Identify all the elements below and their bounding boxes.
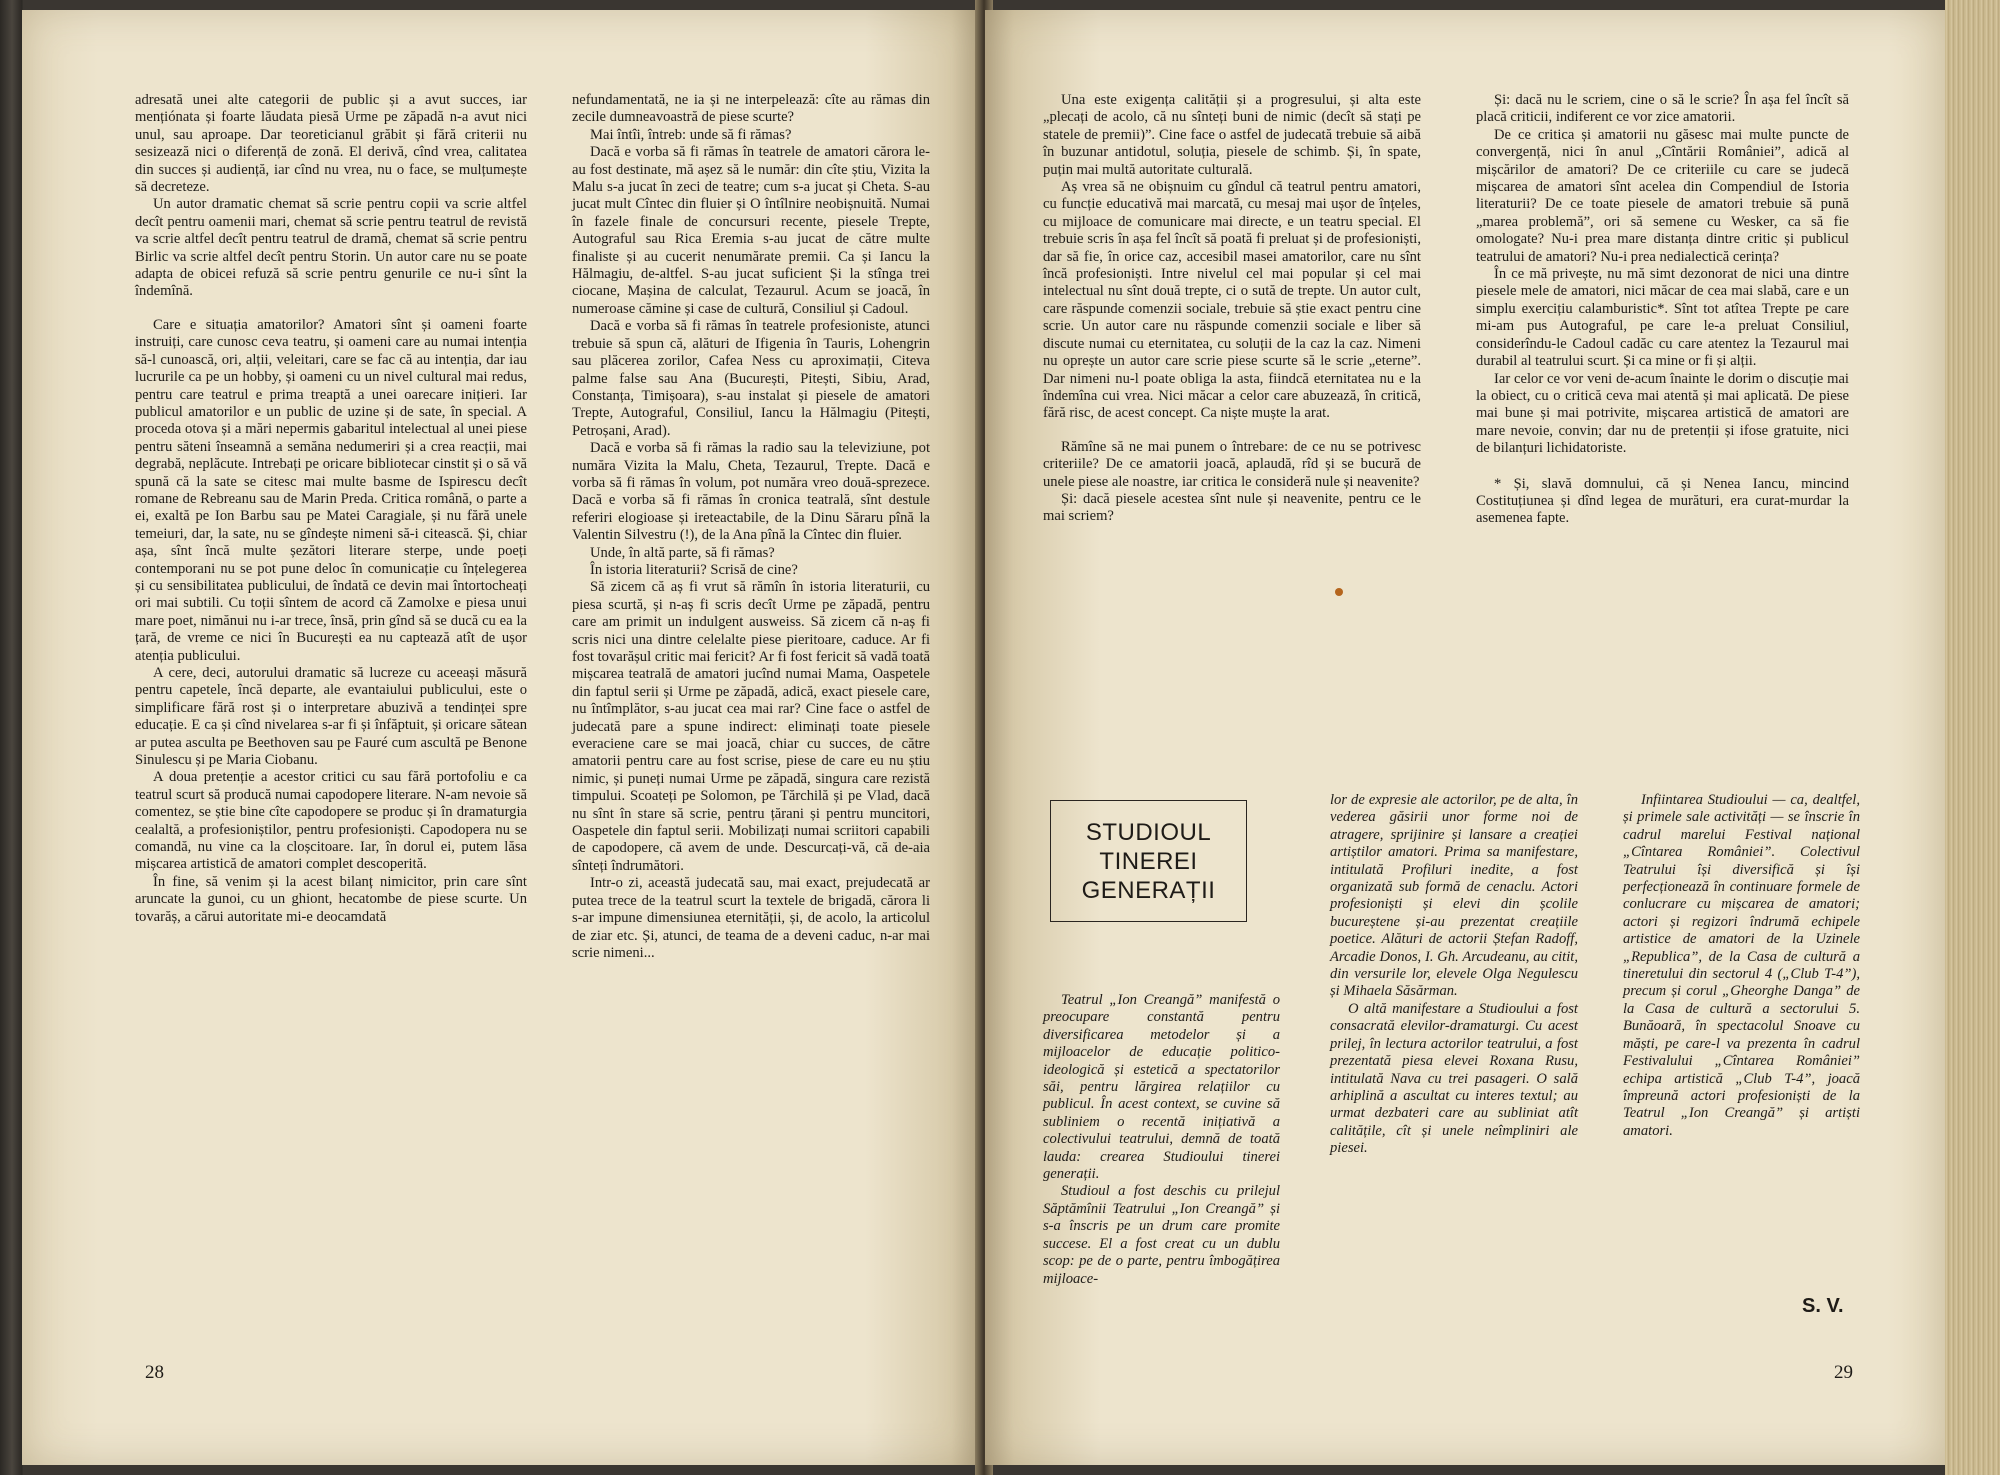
paragraph: Infiintarea Studioului — ca, dealtfel, și primele sale activități — se înscrie în cadrul marelui Festival național „Cîntarea României”. Colectivul Teatrului își diversifică și își perfecționează în continuare formele de conlucrare cu mișcarea de amatori; actori și regizori îndrumă echipele artistice de amatori de la Uzinele „Republica”, de la Casa de cultură a tineretului din sectorul 4 („Club T-4”), precum și corul „Gheorghe Danga” de la Casa de cultură a sectorului 5. Bunăoară, în spectacolul Snoave cu măști, pe care-l va prezenta în cadrul Festivalului „Cîntarea României” echipa artistică „Club T-4”, joacă împreună actori profesioniști de la Teatrul „Ion Creangă” și artiști amatori.	[1623, 792, 1860, 1139]
paragraph: Și: dacă nu le scriem, cine o să le scrie? În așa fel încît să placă criticii, indiferent ce vor zice amatorii.	[1476, 92, 1849, 126]
paragraph: Și: dacă piesele acestea sînt nule și neavenite, pentru ce le mai scriem?	[1043, 490, 1421, 525]
paragraph: Dacă e vorba să fi rămas în teatrele de amatori cărora le-au fost destinate, mă așez să le număr: din cîte știu, Vizita la Malu s-a jucat în zeci de teatre; cum s-a jucat și Cheta. S-au jucat mult Cîntec din fluier și O întîlnire neobișnuită. Numai în fazele finale de concursuri recente, piesele Trepte, Autograful sau Rica Eremia s-au jucat de către multe finaliste și au cucerit nenumărate premii. Ca și Iancu la Hălmagiu, de-altfel. S-au jucat suficient Și la stînga trei ciocane, Mașina de calculat, Tezaurul. Acum se joacă, în numeroase cămine și case de cultură, Consiliul și Cadoul.	[572, 144, 930, 317]
paragraph: adresată unei alte categorii de public și a avut succes, iar mențiónata și foarte lăudata piesă Urme pe zăpadă n-a avut nici unul, sau aproape. Dar teoreticianul grăbit și fără criterii nu sesizează nici o diferență de zonă. El derivă, cînd vrea, calitatea din succes și audiență, iar cînd nu vrea, nu o face, se mulțumește să decreteze.	[135, 92, 527, 196]
article-column-3	[1623, 792, 1860, 1140]
article-title-box	[1050, 800, 1247, 922]
paragraph: Rămîne să ne mai punem o întrebare: de ce nu se potrivesc criteriile? De ce amatorii joacă, aplaudă, rîd și se bucură de unele piese ale noastre, iar critica le consideră nule și neavenite?	[1043, 438, 1421, 490]
footnote: * Și, slavă domnului, că și Nenea Iancu, mincind Costituțiunea și dînd legea de murături, era curat-murdar la asemenea fapte.	[1476, 475, 1849, 527]
title-line: STUDIOUL	[1085, 818, 1212, 846]
paragraph: În istoria literaturii? Scrisă de cine?	[590, 561, 798, 578]
page-number-left: 28	[145, 1362, 164, 1383]
title-line: GENERAȚII	[1081, 876, 1216, 904]
paragraph: În fine, să venim și la acest bilanț nimicitor, prin care sînt aruncate la gunoi, cu un ghiont, hecatombe de piese scurte. Un tovarăș, a cărui autoritate mi-e deocamdată	[135, 873, 527, 925]
page-edges	[1945, 0, 2000, 1475]
paragraph: Mai întîi, întreb: unde să fi rămas?	[590, 126, 792, 143]
paragraph: lor de expresie ale actorilor, pe de alta, în vederea găsirii unor forme noi de atragere, sprijinire și lansare a creației artiștilor amatori. Prima sa manifestare, intitulată Profiluri inedite, a fost organizată sub formă de cenaclu. Actori profesioniști și elevi din școlile bucureștene și-au prezentat creațiile poetice. Alături de actorii Ștefan Radoff, Arcadie Donos, I. Gh. Arcudeanu, au citit, din versurile lor, elevele Olga Negulescu și Mihaela Săsărman.	[1330, 792, 1578, 1000]
paragraph: A cere, deci, autorului dramatic să lucreze cu aceeași măsură pentru capetele, încă departe, ale evantaiului publicului, este o simplificare fără rost și o interpretare abuzivă a tendinței spre educație. E ca și cînd nivelarea s-ar fi și înfăptuit, și oricare sătean ar putea asculta pe Beethoven sau pe Fauré cum ascultă pe Benone Sinulescu și pe Maria Ciobanu.	[135, 665, 527, 769]
paragraph: nefundamentată, ne ia și ne interpelează: cîte au rămas din zecile dumneavoastră de piese scurte?	[572, 92, 930, 126]
paragraph: Unde, în altă parte, să fi rămas?	[590, 544, 775, 561]
paragraph: Intr-o zi, această judecată sau, mai exact, prejudecată ar putea trece de la teatrul scurt la textele de brigadă, cărora li s-ar impune dimensiunea eternității, și, de acolo, la articolul de ziar etc. Și, atunci, de teama de a deveni caduc, n-ar mai scrie nimeni...	[572, 875, 930, 961]
title-line: TINEREI	[1099, 847, 1198, 875]
paragraph: Dacă e vorba să fi rămas la radio sau la televiziune, pot număra Vizita la Malu, Cheta, Tezaurul, Trepte. Dacă e vorba să fi rămas în volum, pot număra vreo două-sprezece. Dacă e vorba să fi rămas în cronica teatrală, sînt destule referiri elogioase și ireteactabile, de la Dinu Săraru pînă la Valentin Silvestru (!), de la Ana pînă la Cîntec din fluier.	[572, 440, 930, 544]
paragraph: Dacă e vorba să fi rămas în teatrele profesioniste, atunci trebuie să spun că, alături de Ifigenia în Tauris, Lohengrin sau plăcerea zorilor, Cafea Ness cu aproximații, Citeva palme false sau Ana (București, Pitești, Sibiu, Arad, Constanța, Timișoara), s-au instalat și piesele de amatori Trepte, Autograful, Consiliul, Iancu la Hălmagiu (Pitești, Petroșani, Arad).	[572, 318, 930, 439]
right-column-1	[1043, 92, 1421, 526]
paragraph: Care e situația amatorilor? Amatori sînt și oameni foarte instruiți, care cunosc ceva teatru, și oameni care au numai intenția să-l cunoască, ori, alții, veleitari, care se fac că au intenția, dar iau lucrurile ca pe un hobby, și oameni cu un nivel cultural mai redus, pentru care teatrul e prima treaptă a unei oarecare inițieri. Iar publicul amatorilor e un public de uzine și de sate, în special. A proceda otova și a mări nepermis gabaritul intelectual al unei piese pentru săteni înseamnă a semăna nedumeriri și a crea reacții, mai degrabă, neplăcute. Intrebați pe oricare bibliotecar cinstit și o să vă spună că la sate se citesc mai multe basme de Ispirescu decît romane de Rebreanu sau de Marin Preda. Critica română, o parte a ei, exaltă pe Ion Barbu sau pe Matei Caragiale, și nu fără unele temeiuri, dar, la sate, nu se gîndește nimeni să-i citească. Și, chiar așa, sînt încă multe șezători literare sterpe, unde poeți contemporani nu se pot pune deloc în comunicație cu înțelegerea și cu sensibilitatea publicului, de îndată ce devin mai întortocheați ori mai subtili. Cu toții sîntem de acord că Zamolxe e piesa unui mare poet, nimănui nu i-ar trece, însă, prin gînd să se ducă cu ea la țară, de vreme ce nici în București ea nu captează atît de ușor atenția publicului.	[135, 316, 527, 664]
paragraph: Iar celor ce vor veni de-acum înainte le dorim o discuție mai la obiect, cu o critică ceva mai atentă și mai aplicată. De piese mai bune și mai potrivite, mișcarea artistică de amatori are mare nevoie, convin; dar nu de pretenții și ifose gratuite, nici de bilanțuri lichidatoriste.	[1476, 370, 1849, 457]
paragraph: În ce mă privește, nu mă simt dezonorat de nici una dintre piesele mele de amatori, nici măcar de cea mai slabă, care e un simplu exercițiu calamburistic*. Sînt tot atîtea Trepte pe care mi-am pus Autograful, pe care le-a preluat Consiliul, considerîndu-le Cadoul cadăc cu care atentez la Tezaurul mai durabil al teatrului scurt. Și ca mine or fi și alții.	[1476, 266, 1849, 370]
paragraph: O altă manifestare a Studioului a fost consacrată elevilor-dramaturgi. Cu acest prilej, în lectura actorilor teatrului, a fost prezentată piesa elevei Roxana Rusu, intitulată Nava cu trei pasageri. O sală arhiplină a ascultat cu interes textul; au urmat dezbateri care au subliniat atît calitățile, cît și unele neîmpliniri ale piesei.	[1330, 1000, 1578, 1157]
paragraph: Una este exigența calității și a progresului, și alta este „plecați de acolo, că nu sînteți buni de nimic (decît să stați pe statele de premii)”. Cine face o astfel de judecată trebuie să aibă în buzunar antidotul, soluția, piesele de schimb. Și, în spate, puțin mai multă autoritate culturală.	[1043, 92, 1421, 178]
paragraph: Să zicem că aș fi vrut să rămîn în istoria literaturii, cu piesa scurtă, și n-aș fi scris decît Urme pe zăpadă, pentru care am primit un indulgent ausweiss. Să zicem că n-aș fi scris nici una dintre celelalte piese pieritoare, caduce. Ar fi fost tovarășul critic mai fericit? Ar fi fost fericit să vadă toată mișcarea teatrală de amatori jucînd numai Mama, Oaspetele din faptul serii și Urme pe zăpadă, adică, exact piesele care, nu întîmplător, s-au jucat cea mai rar? Cine face o astfel de judecată pare a spune indirect: eliminați toate piesele everaciene care se mai joacă, chiar cu succes, de către amatorii pentru care au fost scrise, piese de care eu nu știu nimic, și puneți numai Urme pe zăpadă, singura care rezistă timpului. Scoateți pe Solomon, pe Tărchilă și pe Vlad, dacă nu sînt în stare să scrie, pentru țărani și pentru muncitori, Oaspetele din faptul serii. Mobilizați numai scriitori capabili de capodopere, că avem de unde. Descurcați-vă, că de-aia sînteți îndrumători.	[572, 579, 930, 874]
paragraph: A doua pretenție a acestor critici cu sau fără portofoliu e ca teatrul scurt să producă numai capodopere literare. N-am nevoie să comentez, se știe bine cîte capodopere se produc și în dramaturgia cealaltă, a profesioniștilor, pentru profesioniști. Capodopera nu se comandă, nu vine ca la cloșcitoare. Iar, în dorul ei, putem lăsa mișcarea artistică de amatori complet descoperită.	[135, 769, 527, 873]
article-column-2	[1330, 792, 1578, 1158]
left-column-1	[135, 92, 527, 926]
paragraph: De ce critica și amatorii nu găsesc mai multe puncte de convergență, nici în anul „Cîntării României”, adică al mișcărilor de amatori? De ce criteriile cu care se judecă mișcarea de amatori sînt acelea din Compendiul de Istoria literaturii? De ce toate piesele de amatori trebuie să pună „marea problemă”, ori să semene cu Wesker, ca să fie omologate? Nu-i prea mare distanța dintre critic și publicul teatrului de amatori? Nu-i prea nedialectică cerința?	[1476, 126, 1849, 265]
right-column-2	[1476, 92, 1849, 528]
paragraph: Teatrul „Ion Creangă” manifestă o preocupare constantă pentru diversificarea metodelor și a mijloacelor de educație politico-ideologică și estetică a spectatorilor săi, pentru lărgirea relațiilor cu publicul. În acest context, se cuvine să subliniem o recentă inițiativă a colectivului teatrului, demnă de toată lauda: crearea Studioului tinerei generații.	[1043, 992, 1280, 1183]
article-column-1	[1043, 992, 1280, 1288]
author-signature: S. V.	[1802, 1295, 1844, 1317]
left-column-2	[572, 92, 930, 962]
section-bullet-icon	[1335, 588, 1343, 596]
paragraph: Un autor dramatic chemat să scrie pentru copii va scrie altfel decît pentru oamenii mari, chemat să scrie pentru teatrul de revistă va scrie altfel decît pentru teatrul de dramă, chemat să scrie pentru Birlic va scrie altfel decît pentru Storin. Un autor care nu se poate adapta de obicei refuză să scrie pentru genurile ce nu-i sînt la îndemînă.	[135, 196, 527, 300]
paragraph: Studioul a fost deschis cu prilejul Săptămînii Teatrului „Ion Creangă” și s-a înscris pe un drum care promite succese. El a fost creat cu un dublu scop: pe de o parte, pentru îmbogățirea mijloace-	[1043, 1183, 1280, 1287]
page-number-right: 29	[1834, 1362, 1853, 1383]
paragraph: Aș vrea să ne obișnuim cu gîndul că teatrul pentru amatori, cu funcție educativă mai marcată, cu mesaj mai ușor de înțeles, cu mijloace de comunicare mai directe, e un teatru special. El trebuie scris în așa fel încît să poată fi preluat și de profesioniști, dar să fie, în orice caz, accesibil masei amatorilor, care nu sînt încă profesioniști. Intre nivelul cel mai popular și cel mai intelectual nu sînt două trepte, ci o sută de trepte. Un autor cult, care răspunde comenzii sociale, trebuie să știe exact pentru cine scrie. Un autor care nu răspunde comenzii sociale e liber să discute numai cu eternitatea, cu soluții de la caz la caz. Nimeni nu oprește un autor care scrie piese scurte să le scrie „eterne”. Dar nimeni nu-l poate obliga la asta, fiindcă eternitatea nu e la îndemîna cui vrea. Nici măcar a celor care abuzează, în critică, fără risc, de acest concept. Ca niște muște la arat.	[1043, 179, 1421, 422]
